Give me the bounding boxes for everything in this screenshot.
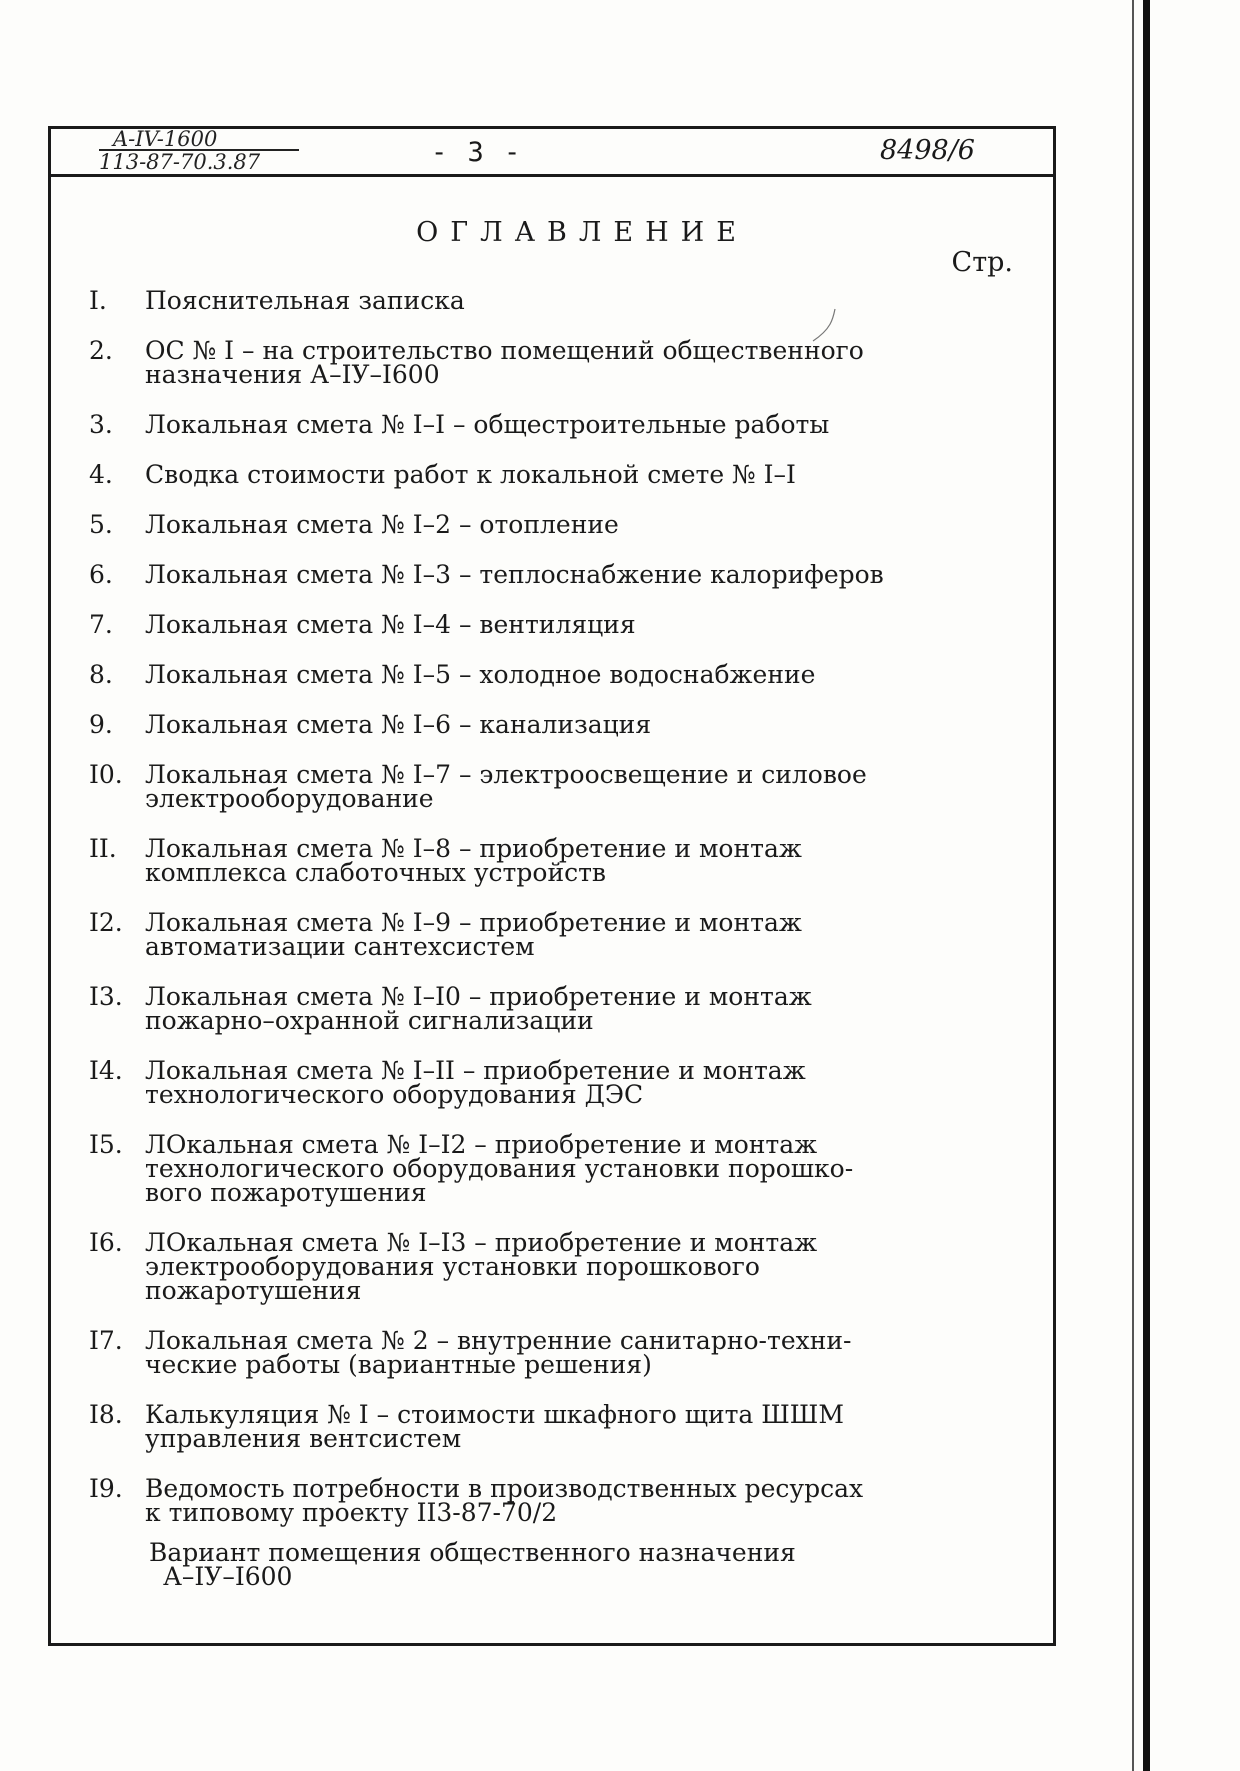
- toc-item-text: Локальная смета № I–3 – теплоснабжение калориферов: [145, 560, 884, 589]
- page-column-label: Стр.: [951, 247, 1013, 278]
- toc-list: [89, 286, 989, 1551]
- scan-edge-thin: [1132, 0, 1134, 1771]
- toc-item-number: II.: [89, 834, 117, 863]
- toc-item: [89, 410, 989, 439]
- toc-item: [89, 982, 989, 1035]
- toc-item: [89, 760, 989, 813]
- toc-item-text: электрооборудование: [145, 784, 434, 813]
- toc-item-number: I8.: [89, 1400, 123, 1429]
- toc-item-text: технологического оборудования ДЭС: [145, 1080, 644, 1109]
- toc-item-text: автоматизации сантехсистем: [145, 932, 535, 961]
- toc-item: [89, 834, 989, 887]
- toc-item-text: Локальная смета № I–4 – вентиляция: [145, 610, 636, 639]
- toc-item-text: технологического оборудования установки порошко-: [145, 1154, 854, 1183]
- toc-item-number: 7.: [89, 610, 113, 639]
- toc-item-text: к типовому проекту II3-87-70/2: [145, 1498, 558, 1527]
- toc-item: [89, 610, 989, 639]
- toc-item-number: I4.: [89, 1056, 123, 1085]
- toc-item-text: пожаротушения: [145, 1276, 362, 1305]
- toc-item-text: электрооборудования установки порошкового: [145, 1252, 760, 1281]
- toc-item-text: управления вентсистем: [145, 1424, 462, 1453]
- toc-item-text: назначения А–IУ–I600: [145, 360, 440, 389]
- toc-item-text: ОС № I – на строительство помещений общественного: [145, 336, 864, 365]
- page-number: - 3 -: [431, 137, 523, 168]
- toc-item-number: I0.: [89, 760, 123, 789]
- toc-item-number: 5.: [89, 510, 113, 539]
- toc-item: [89, 710, 989, 739]
- toc-item-number: I7.: [89, 1326, 123, 1355]
- toc-item: [89, 510, 989, 539]
- toc-item: [89, 1228, 989, 1305]
- toc-item-number: 3.: [89, 410, 113, 439]
- toc-item-text: Пояснительная записка: [145, 286, 465, 315]
- variant-note-line2: А–IУ–I600: [163, 1562, 293, 1591]
- toc-item-text: Локальная смета № I–7 – электроосвещение и силовое: [145, 760, 867, 789]
- toc-item: [89, 1474, 989, 1527]
- project-code-stamp: [99, 129, 299, 172]
- toc-item-text: Локальная смета № I–5 – холодное водоснабжение: [145, 660, 816, 689]
- toc-title: ОГЛАВЛЕНИЕ: [416, 217, 748, 248]
- toc-item-text: вого пожаротушения: [145, 1178, 427, 1207]
- toc-item-text: Локальная смета № I–2 – отопление: [145, 510, 619, 539]
- toc-item: [89, 286, 989, 315]
- toc-item-text: Калькуляция № I – стоимости шкафного щита ШШМ: [145, 1400, 844, 1429]
- toc-item: [89, 1400, 989, 1453]
- toc-item-number: 6.: [89, 560, 113, 589]
- toc-item: [89, 908, 989, 961]
- toc-item-number: I6.: [89, 1228, 123, 1257]
- toc-item-text: Сводка стоимости работ к локальной смете № I–I: [145, 460, 796, 489]
- toc-item-text: ческие работы (вариантные решения): [145, 1350, 652, 1379]
- toc-item-text: Локальная смета № 2 – внутренние санитарно-техни-: [145, 1326, 852, 1355]
- toc-item-number: I3.: [89, 982, 123, 1011]
- toc-item: [89, 560, 989, 589]
- toc-item-text: ЛОкальная смета № I–I3 – приобретение и монтаж: [145, 1228, 818, 1257]
- toc-item: [89, 336, 989, 389]
- toc-item: [89, 1056, 989, 1109]
- toc-item-text: пожарно–охранной сигнализации: [145, 1006, 594, 1035]
- toc-item-number: I5.: [89, 1130, 123, 1159]
- scan-edge-binding: [1143, 0, 1150, 1771]
- toc-item-text: ЛОкальная смета № I–I2 – приобретение и монтаж: [145, 1130, 818, 1159]
- toc-item-number: 8.: [89, 660, 113, 689]
- toc-item-text: Локальная смета № I–6 – канализация: [145, 710, 652, 739]
- document-frame: [48, 126, 1056, 1646]
- toc-item-text: Локальная смета № I–II – приобретение и монтаж: [145, 1056, 806, 1085]
- project-code-line1: A-IV-1600: [113, 127, 218, 151]
- toc-item-text: Локальная смета № I–9 – приобретение и монтаж: [145, 908, 802, 937]
- toc-item: [89, 1326, 989, 1379]
- toc-item-text: Локальная смета № I–8 – приобретение и монтаж: [145, 834, 802, 863]
- toc-item-number: I.: [89, 286, 107, 315]
- toc-item-number: 9.: [89, 710, 113, 739]
- toc-item-text: Локальная смета № I–I – общестроительные работы: [145, 410, 830, 439]
- toc-item: [89, 1130, 989, 1207]
- toc-item-text: комплекса слаботочных устройств: [145, 858, 607, 887]
- toc-item: [89, 660, 989, 689]
- toc-item-number: 4.: [89, 460, 113, 489]
- variant-note-line1: Вариант помещения общественного назначения: [149, 1538, 796, 1567]
- title-block-header: [51, 129, 1053, 177]
- archive-number: 8498/6: [880, 135, 975, 166]
- toc-item-text: Локальная смета № I–I0 – приобретение и монтаж: [145, 982, 812, 1011]
- variant-note: [149, 1538, 796, 1591]
- toc-item-number: I2.: [89, 908, 123, 937]
- toc-item: [89, 460, 989, 489]
- toc-item-number: 2.: [89, 336, 113, 365]
- toc-item-text: Ведомость потребности в производственных ресурсах: [145, 1474, 864, 1503]
- toc-item-number: I9.: [89, 1474, 123, 1503]
- project-code-line2: 113-87-70.3.87: [99, 149, 299, 172]
